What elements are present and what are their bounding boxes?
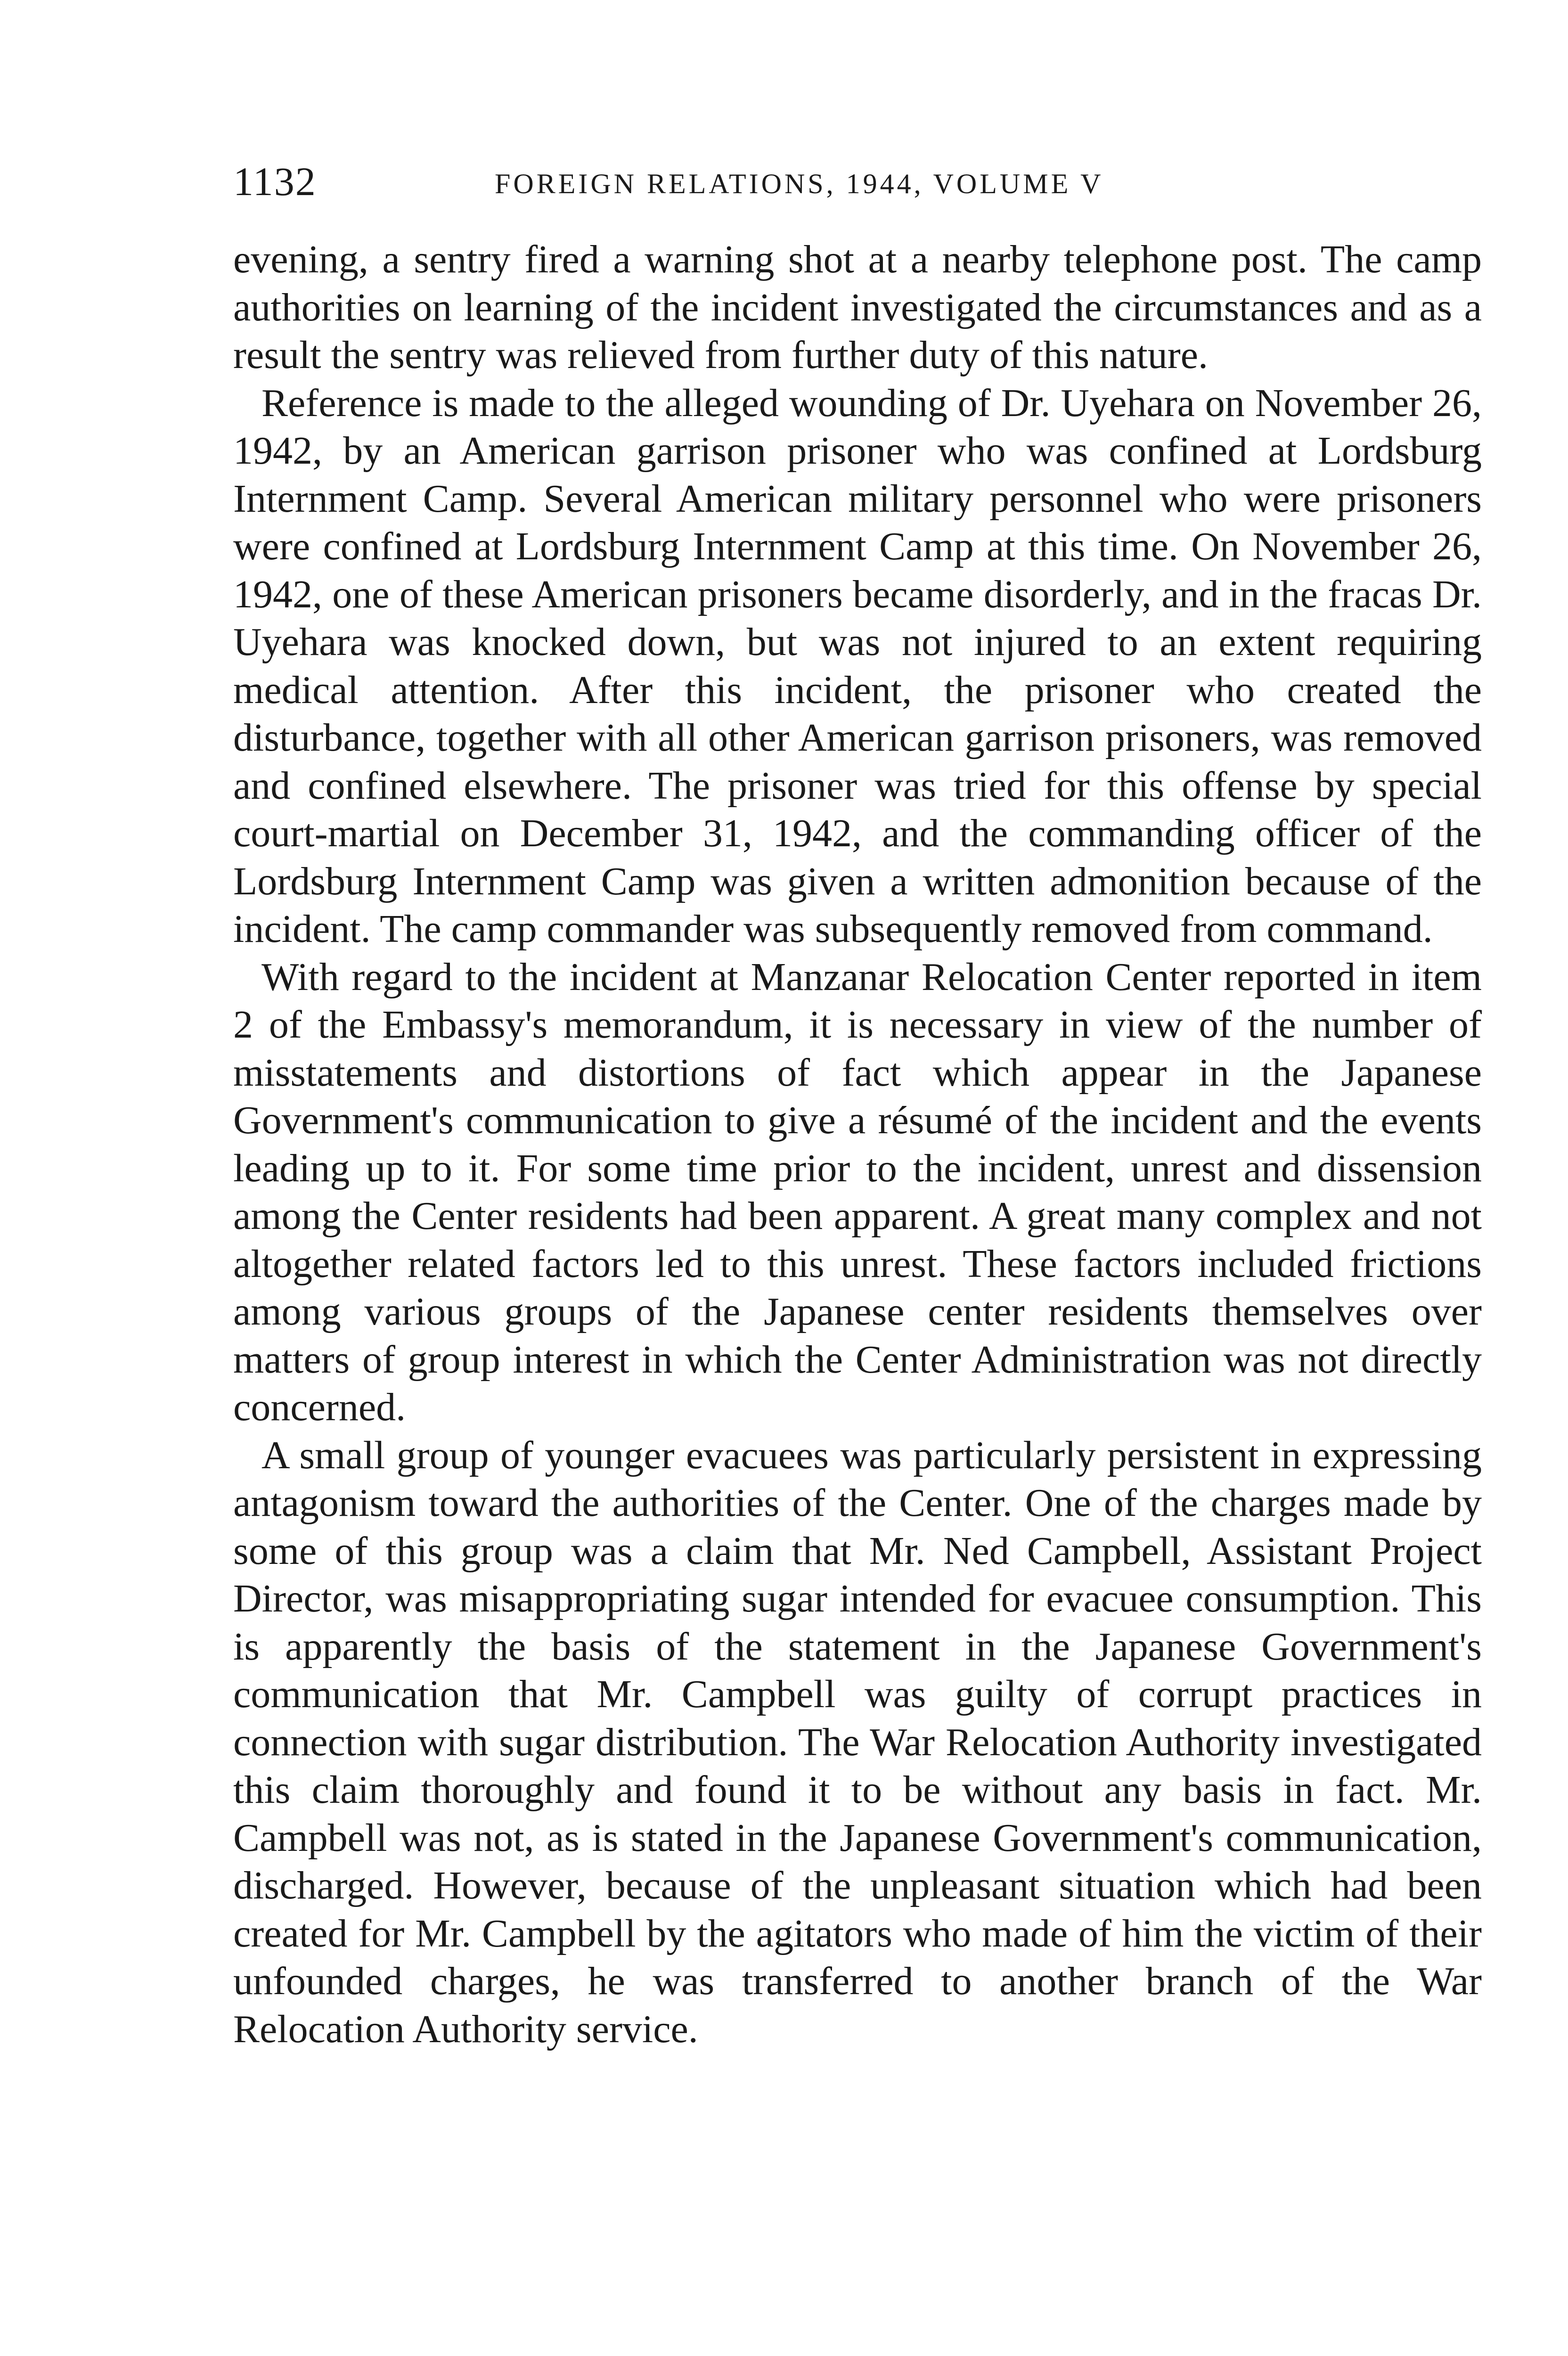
page-number: 1132 [233, 159, 317, 204]
running-header [233, 155, 1227, 207]
paragraph-manzanar: With regard to the incident at Manzanar Relocation Center reported in item 2 of the Embassy's memorandum, it is necessary in view of the number of misstatements and distortions of fact which appear in the Japanese Government's communication to give a résumé of the incident and the events leading up to it. For some time prior to the incident, unrest and dissension among the Center residents had been apparent. A great many complex and not altogether related factors led to this unrest. These factors included frictions among various groups of the Japanese center residents themselves over matters of group interest in which the Center Administration was not directly concerned. [233, 955, 1482, 1429]
running-title: FOREIGN RELATIONS, 1944, VOLUME V [495, 168, 1104, 199]
paragraph-lordsburg: Reference is made to the alleged wounding of Dr. Uyehara on November 26, 1942, by an American garrison prisoner who was confined at Lordsburg Internment Camp. Several American military personnel who were prisoners were confined at Lordsburg Internment Camp at this time. On November 26, 1942, one of these American prisoners became disorderly, and in the fracas Dr. Uyehara was knocked down, but was not injured to an extent requiring medical attention. After this incident, the prisoner who created the disturbance, together with all other American garrison prisoners, was removed and confined elsewhere. The prisoner was tried for this offense by special court-martial on December 31, 1942, and the commanding officer of the Lordsburg Internment Camp was given a written admonition because of the incident. The camp commander was subsequently removed from command. [233, 381, 1482, 951]
paragraph-continuation: evening, a sentry fired a warning shot at a nearby telephone post. The camp authorities on learning of the incident investigated the circumstances and as a result the sentry was relieved from further duty of this nature. [233, 237, 1482, 377]
body-text [233, 236, 1482, 2053]
paragraph-campbell: A small group of younger evacuees was particularly persistent in expressing antagonism toward the authorities of the Center. One of the charges made by some of this group was a claim that Mr. Ned Campbell, Assistant Project Director, was misappropriating sugar intended for evacuee consumption. This is apparently the basis of the statement in the Japanese Government's communication that Mr. Campbell was guilty of corrupt practices in connection with sugar distribution. The War Relocation Authority investigated this claim thoroughly and found it to be without any basis in fact. Mr. Campbell was not, as is stated in the Japanese Government's communication, discharged. However, because of the unpleasant situation which had been created for Mr. Campbell by the agitators who made of him the victim of their unfounded charges, he was transferred to another branch of the War Relocation Authority service. [233, 1433, 1482, 2051]
